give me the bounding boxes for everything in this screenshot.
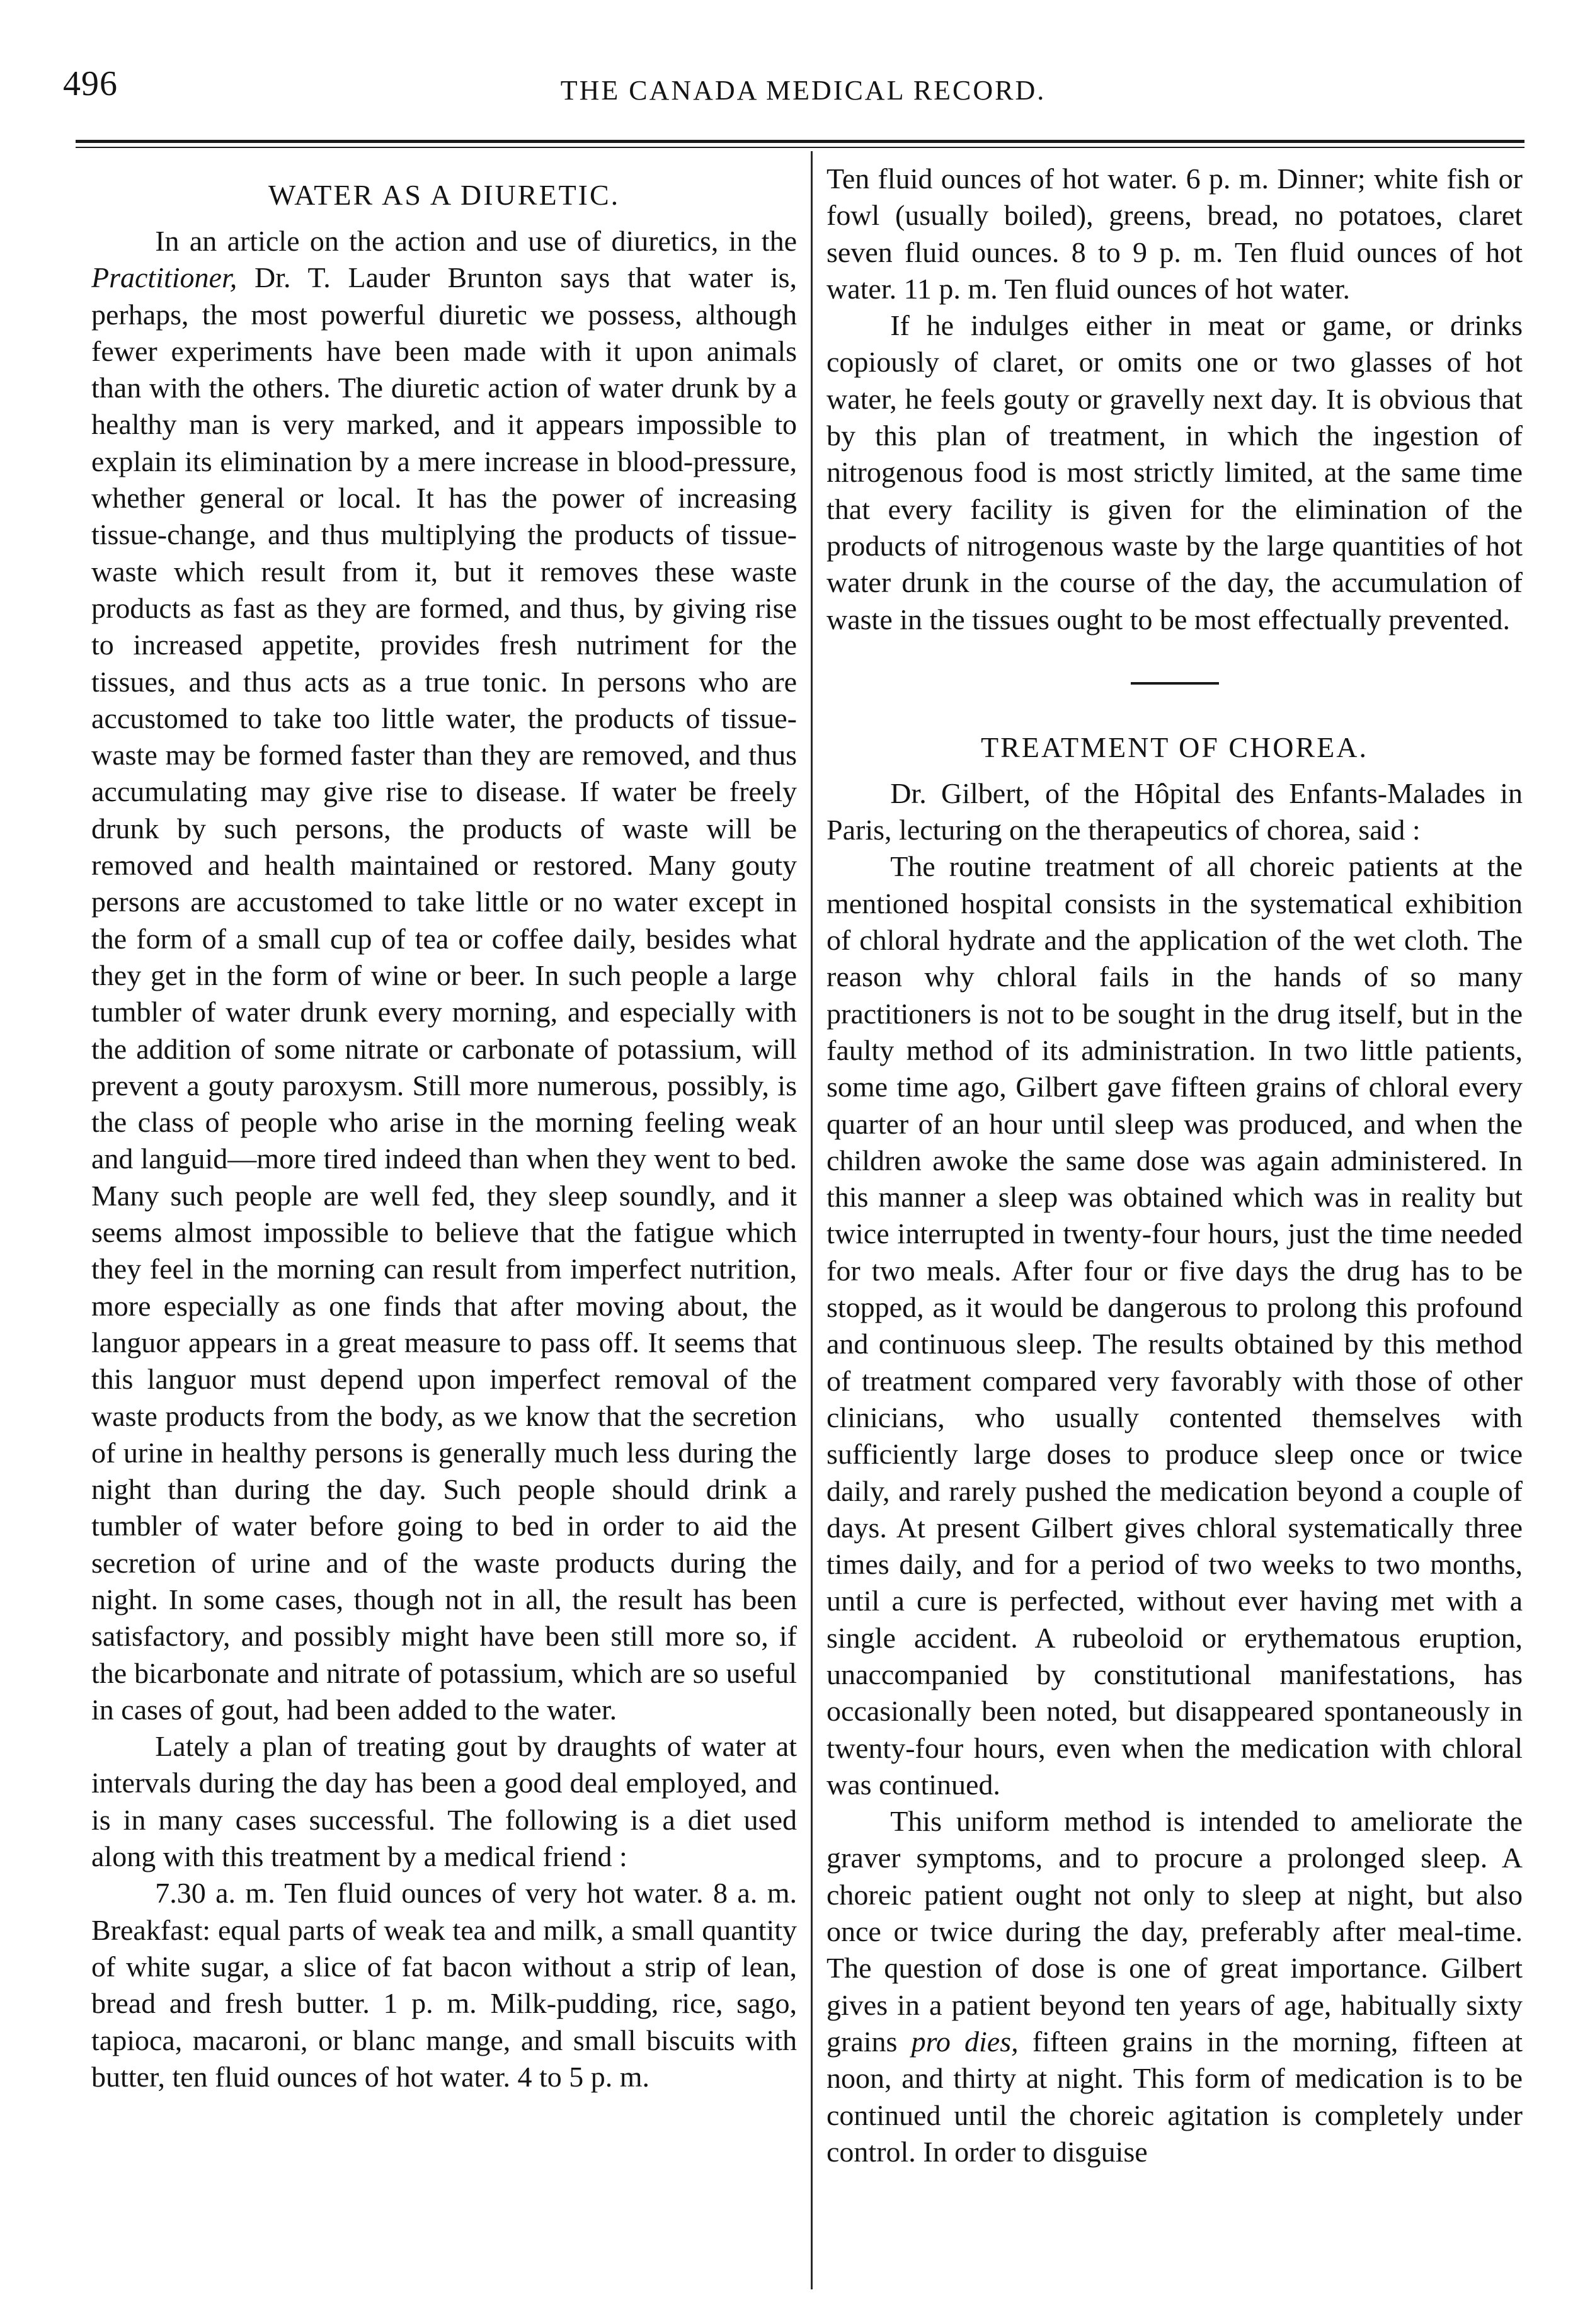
paragraph: The routine treatment of all choreic patients at the mentioned hospital consists in the systematical exhibition of chloral hydrate and the application of the wet cloth. The reason why chloral fails in the hands of so many practitioners is not to be sought in the drug itself, but in the faulty method of its administration. In two little patients, some time ago, Gilbert gave fifteen grains of chloral every quarter of an hour until sleep was produced, and when the children awoke the same dose was again administered. In this manner a sleep was obtained which was in reality but twice interrupted in twenty-four hours, just the time needed for two meals. After four or five days the drug has to be stopped, as it would be dangerous to prolong this profound and continuous sleep. The results obtained by this method of treatment compared very favorably with those of other clinicians, who usually contented themselves with sufficiently large doses to produce sleep once or twice daily, and rarely pushed the medication beyond a couple of days. At present Gilbert gives chloral systematically three times daily, and for a period of two weeks to two months, until a cure is perfected, without ever having met with a single accident. A rubeoloid or erythematous eruption, unaccompanied by constitutional manifestations, has occasionally been noted, but disappeared spontaneously in twenty-four hours, even when the medication with chloral was continued. — [827, 850, 1523, 1801]
right-column — [827, 161, 1523, 2170]
column-divider — [811, 151, 813, 2289]
section-separator — [1131, 682, 1219, 685]
paragraph: If he indulges either in meat or game, or drinks copiously of claret, or omits one or two glasses of hot water, he feels gouty or gravelly next day. It is obvious that by this plan of treatment, in which the ingestion of nitrogenous food is most strictly limited, at the same time that every facility is given for the elimination of the products of nitrogenous waste by the large quantities of hot water drunk in the course of the day, the accumulation of waste in the tissues ought to be most effectually prevented. — [827, 309, 1523, 635]
article-title-chorea: TREATMENT OF CHOREA. — [980, 731, 1368, 763]
paragraph — [827, 1803, 1523, 2170]
journal-name: Practitioner, — [91, 261, 237, 294]
header-rule-thin — [76, 147, 1524, 148]
paragraph — [91, 223, 797, 1728]
article-title-water-diuretic: WATER AS A DIURETIC. — [268, 179, 621, 211]
paragraph-text: In an article on the action and use of diuretics, in the — [155, 225, 797, 257]
running-title: THE CANADA MEDICAL RECORD. — [560, 75, 1046, 106]
paragraph: Lately a plan of treating gout by draughts of water at intervals during the day has been a good deal employed, and is in many cases successful. The following is a diet used along with this treatment by a medical friend : — [91, 1730, 797, 1873]
paragraph: Dr. Gilbert, of the Hôpital des Enfants-Malades in Paris, lecturing on the therapeutics of chorea, said : — [827, 777, 1523, 846]
diet-paragraph-continued: Ten fluid ounces of hot water. 6 p. m. Dinner; white fish or fowl (usually boiled), greens, bread, no potatoes, claret seven fluid ounces. 8 to 9 p. m. Ten fluid ounces of hot water. 11 p. m. Ten fluid ounces of hot water. — [827, 162, 1523, 305]
header-rule-thick — [76, 140, 1524, 143]
latin-phrase: pro dies, — [911, 2025, 1019, 2058]
paragraph-text: fifteen grains in the morning, fifteen at noon, and thirty at night. This form of medication is to be continued until the choreic agitation is completely under control. In order to disguise — [827, 2025, 1523, 2168]
paragraph-text: This uniform method is intended to ameliorate the graver symptoms, and to procure a prolonged sleep. A choreic patient ought not only to sleep at night, but also once or twice during the day, preferably after meal-time. The question of dose is one of great importance. Gilbert gives in a patient beyond ten years of age, habitually sixty grains — [827, 1805, 1523, 2058]
page-number: 496 — [63, 64, 118, 103]
diet-paragraph: 7.30 a. m. Ten fluid ounces of very hot water. 8 a. m. Breakfast: equal parts of weak tea and milk, a small quantity of white sugar, a slice of fat bacon without a strip of lean, bread and fresh butter. 1 p. m. Milk-pudding, rice, sago, tapioca, macaroni, or blanc mange, and small biscuits with butter, ten fluid ounces of hot water. 4 to 5 p. m. — [91, 1877, 797, 2093]
paragraph-text: Dr. T. Lauder Brunton says that water is, perhaps, the most powerful diuretic we possess, although fewer experiments have been made with it upon animals than with the others. The diuretic action of water drunk by a healthy man is very marked, and it appears impossible to explain its elimination by a mere increase in blood-pressure, whether general or local. It has the power of increasing tissue-change, and thus multiplying the products of tissue-waste which result from it, but it removes these waste products as fast as they are formed, and thus, by giving rise to increased appetite, provides fresh nutriment for the tissues, and thus acts as a true tonic. In persons who are accustomed to take too little water, the products of tissue-waste may be formed faster than they are removed, and thus accumulating may give rise to disease. If water be freely drunk by such persons, the products of waste will be removed and health maintained or restored. Many gouty persons are accustomed to take little or no water except in the form of a small cup of tea or coffee daily, besides what they get in the form of wine or beer. In such people a large tumbler of water drunk every morning, and especially with the addition of some nitrate or carbonate of potassium, will prevent a gouty paroxysm. Still more numerous, possibly, is the class of people who arise in the morning feeling weak and languid—more tired indeed than when they went to bed. Many such people are well fed, they sleep soundly, and it seems almost impossible to believe that the fatigue which they feel in the morning can result from imperfect nutrition, more especially as one finds that after moving about, the languor appears in a great measure to pass off. It seems that this languor must depend upon imperfect removal of the waste products from the body, as we know that the secretion of urine in healthy persons is generally much less during the night than during the day. Such people should drink a tumbler of water before going to bed in order to aid the secretion of urine and of the waste products during the night. In some cases, though not in all, the result has been satisfactory, and possibly might have been still more so, if the bicarbonate and nitrate of potassium, which are so useful in cases of gout, had been added to the water. — [91, 261, 797, 1726]
left-column — [91, 161, 797, 2095]
